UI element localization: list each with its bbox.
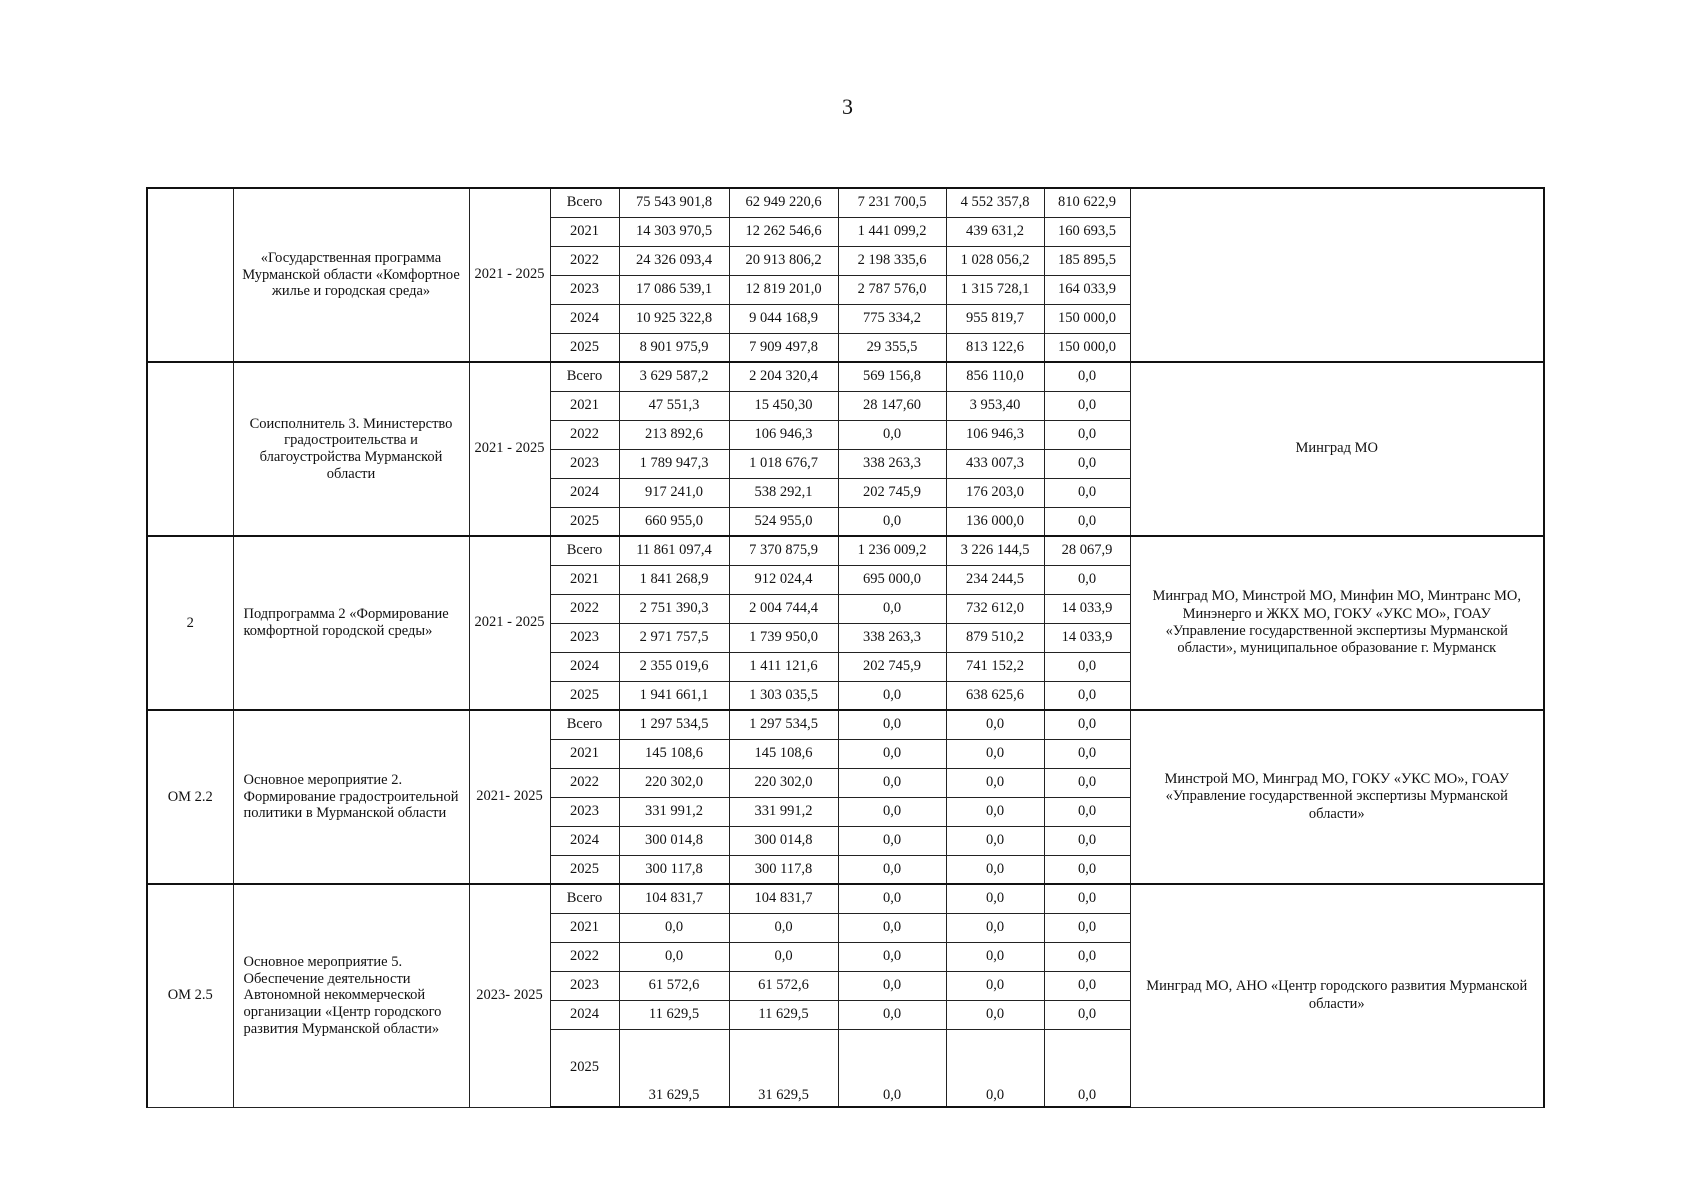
- funding-cell: 3 953,40: [946, 391, 1044, 420]
- funding-cell: 1 297 534,5: [729, 710, 838, 739]
- funding-cell: 0,0: [946, 826, 1044, 855]
- funding-cell: 0,0: [946, 1029, 1044, 1107]
- funding-cell: 0,0: [1044, 449, 1130, 478]
- year-cell: 2021: [550, 217, 619, 246]
- funding-cell: 538 292,1: [729, 478, 838, 507]
- period: 2021 - 2025: [469, 536, 550, 710]
- total-cell: 213 892,6: [619, 420, 729, 449]
- total-cell: 220 302,0: [619, 768, 729, 797]
- funding-cell: 14 033,9: [1044, 623, 1130, 652]
- funding-cell: 2 004 744,4: [729, 594, 838, 623]
- funding-cell: 136 000,0: [946, 507, 1044, 536]
- funding-cell: 0,0: [946, 710, 1044, 739]
- funding-cell: 0,0: [1044, 391, 1130, 420]
- table-row: [147, 536, 1544, 565]
- funding-cell: 856 110,0: [946, 362, 1044, 391]
- funding-cell: 28 147,60: [838, 391, 946, 420]
- funding-cell: 0,0: [1044, 507, 1130, 536]
- funding-cell: 955 819,7: [946, 304, 1044, 333]
- year-cell: 2025: [550, 681, 619, 710]
- funding-cell: 0,0: [838, 1029, 946, 1107]
- funding-cell: 0,0: [1044, 652, 1130, 681]
- funding-cell: 104 831,7: [729, 884, 838, 913]
- funding-cell: 12 262 546,6: [729, 217, 838, 246]
- funding-cell: 0,0: [946, 768, 1044, 797]
- funding-cell: 4 552 357,8: [946, 188, 1044, 217]
- year-cell: Всего: [550, 536, 619, 565]
- executors: [1130, 188, 1544, 362]
- funding-cell: 0,0: [1044, 1029, 1130, 1107]
- funding-cell: 1 315 728,1: [946, 275, 1044, 304]
- funding-cell: 0,0: [1044, 913, 1130, 942]
- total-cell: 660 955,0: [619, 507, 729, 536]
- total-cell: 1 297 534,5: [619, 710, 729, 739]
- funding-cell: 7 909 497,8: [729, 333, 838, 362]
- total-cell: 300 117,8: [619, 855, 729, 884]
- funding-cell: 0,0: [946, 942, 1044, 971]
- funding-cell: 0,0: [1044, 768, 1130, 797]
- total-cell: 11 861 097,4: [619, 536, 729, 565]
- year-cell: 2024: [550, 304, 619, 333]
- year-cell: 2025: [550, 1029, 619, 1107]
- year-cell: 2023: [550, 971, 619, 1000]
- total-cell: 2 971 757,5: [619, 623, 729, 652]
- total-cell: 331 991,2: [619, 797, 729, 826]
- item-name: Соисполнитель 3. Министерство градостроительства и благоустройства Мурманской области: [233, 362, 469, 536]
- funding-cell: 0,0: [1044, 971, 1130, 1000]
- funding-cell: 775 334,2: [838, 304, 946, 333]
- funding-cell: 912 024,4: [729, 565, 838, 594]
- year-cell: 2025: [550, 855, 619, 884]
- total-cell: 0,0: [619, 913, 729, 942]
- total-cell: 14 303 970,5: [619, 217, 729, 246]
- funding-cell: 0,0: [838, 420, 946, 449]
- executors: Минград МО: [1130, 362, 1544, 536]
- funding-cell: 741 152,2: [946, 652, 1044, 681]
- funding-cell: 7 231 700,5: [838, 188, 946, 217]
- funding-cell: 433 007,3: [946, 449, 1044, 478]
- year-cell: 2023: [550, 797, 619, 826]
- funding-cell: 14 033,9: [1044, 594, 1130, 623]
- funding-cell: 439 631,2: [946, 217, 1044, 246]
- funding-cell: 11 629,5: [729, 1000, 838, 1029]
- funding-cell: 106 946,3: [729, 420, 838, 449]
- year-cell: 2022: [550, 768, 619, 797]
- year-cell: 2022: [550, 942, 619, 971]
- funding-cell: 9 044 168,9: [729, 304, 838, 333]
- year-cell: Всего: [550, 710, 619, 739]
- funding-cell: 0,0: [838, 971, 946, 1000]
- funding-cell: 1 028 056,2: [946, 246, 1044, 275]
- funding-cell: 0,0: [729, 913, 838, 942]
- funding-cell: 0,0: [1044, 1000, 1130, 1029]
- funding-cell: 7 370 875,9: [729, 536, 838, 565]
- table-row: [147, 710, 1544, 739]
- total-cell: 1 789 947,3: [619, 449, 729, 478]
- funding-cell: 810 622,9: [1044, 188, 1130, 217]
- funding-cell: 0,0: [838, 884, 946, 913]
- period: 2021 - 2025: [469, 188, 550, 362]
- funding-cell: 234 244,5: [946, 565, 1044, 594]
- funding-cell: 0,0: [1044, 565, 1130, 594]
- row-number: 2: [147, 536, 233, 710]
- funding-cell: 0,0: [1044, 884, 1130, 913]
- row-number: [147, 362, 233, 536]
- funding-cell: 0,0: [946, 797, 1044, 826]
- year-cell: 2022: [550, 420, 619, 449]
- funding-cell: 331 991,2: [729, 797, 838, 826]
- funding-cell: 0,0: [838, 739, 946, 768]
- year-cell: 2025: [550, 507, 619, 536]
- year-cell: 2024: [550, 652, 619, 681]
- funding-cell: 695 000,0: [838, 565, 946, 594]
- funding-cell: 28 067,9: [1044, 536, 1130, 565]
- funding-cell: 0,0: [1044, 710, 1130, 739]
- funding-cell: 3 226 144,5: [946, 536, 1044, 565]
- funding-cell: 2 198 335,6: [838, 246, 946, 275]
- funding-cell: 300 117,8: [729, 855, 838, 884]
- total-cell: 1 941 661,1: [619, 681, 729, 710]
- funding-cell: 0,0: [1044, 362, 1130, 391]
- total-cell: 104 831,7: [619, 884, 729, 913]
- funding-cell: 0,0: [838, 681, 946, 710]
- funding-cell: 1 236 009,2: [838, 536, 946, 565]
- funding-cell: 813 122,6: [946, 333, 1044, 362]
- funding-cell: 338 263,3: [838, 623, 946, 652]
- funding-cell: 1 411 121,6: [729, 652, 838, 681]
- funding-cell: 150 000,0: [1044, 304, 1130, 333]
- funding-cell: 0,0: [838, 768, 946, 797]
- total-cell: 17 086 539,1: [619, 275, 729, 304]
- funding-cell: 0,0: [1044, 942, 1130, 971]
- funding-cell: 106 946,3: [946, 420, 1044, 449]
- funding-cell: 0,0: [838, 797, 946, 826]
- funding-cell: 524 955,0: [729, 507, 838, 536]
- table-row: [147, 188, 1544, 217]
- year-cell: 2023: [550, 449, 619, 478]
- funding-cell: 1 018 676,7: [729, 449, 838, 478]
- row-number: ОМ 2.5: [147, 884, 233, 1107]
- item-name: Основное мероприятие 2. Формирование градостроительной политики в Мурманской области: [233, 710, 469, 884]
- funding-cell: 12 819 201,0: [729, 275, 838, 304]
- year-cell: 2021: [550, 391, 619, 420]
- year-cell: Всего: [550, 188, 619, 217]
- page-number: 3: [842, 94, 853, 119]
- year-cell: 2021: [550, 739, 619, 768]
- year-cell: 2025: [550, 333, 619, 362]
- table-row: [147, 362, 1544, 391]
- total-cell: 47 551,3: [619, 391, 729, 420]
- executors: Минград МО, АНО «Центр городского развития Мурманской области»: [1130, 884, 1544, 1107]
- funding-cell: 185 895,5: [1044, 246, 1130, 275]
- total-cell: 11 629,5: [619, 1000, 729, 1029]
- total-cell: 1 841 268,9: [619, 565, 729, 594]
- funding-cell: 62 949 220,6: [729, 188, 838, 217]
- funding-cell: 1 303 035,5: [729, 681, 838, 710]
- total-cell: 8 901 975,9: [619, 333, 729, 362]
- funding-cell: 164 033,9: [1044, 275, 1130, 304]
- total-cell: 75 543 901,8: [619, 188, 729, 217]
- year-cell: 2022: [550, 594, 619, 623]
- funding-cell: 160 693,5: [1044, 217, 1130, 246]
- funding-cell: 0,0: [946, 913, 1044, 942]
- item-name: Основное мероприятие 5. Обеспечение деятельности Автономной некоммерческой организации «Центр городского развития Мурманской области»: [233, 884, 469, 1107]
- funding-cell: 0,0: [1044, 478, 1130, 507]
- funding-cell: 338 263,3: [838, 449, 946, 478]
- funding-cell: 20 913 806,2: [729, 246, 838, 275]
- funding-cell: 0,0: [838, 855, 946, 884]
- total-cell: 31 629,5: [619, 1029, 729, 1107]
- funding-cell: 15 450,30: [729, 391, 838, 420]
- item-name: «Государственная программа Мурманской области «Комфортное жилье и городская среда»: [233, 188, 469, 362]
- funding-cell: 31 629,5: [729, 1029, 838, 1107]
- budget-table: [146, 187, 1545, 1108]
- total-cell: 0,0: [619, 942, 729, 971]
- funding-cell: 0,0: [1044, 420, 1130, 449]
- funding-cell: 300 014,8: [729, 826, 838, 855]
- year-cell: 2021: [550, 913, 619, 942]
- funding-cell: 569 156,8: [838, 362, 946, 391]
- funding-cell: 0,0: [946, 855, 1044, 884]
- funding-cell: 0,0: [946, 739, 1044, 768]
- year-cell: Всего: [550, 362, 619, 391]
- total-cell: 10 925 322,8: [619, 304, 729, 333]
- item-name: Подпрограмма 2 «Формирование комфортной городской среды»: [233, 536, 469, 710]
- funding-cell: 732 612,0: [946, 594, 1044, 623]
- year-cell: 2024: [550, 826, 619, 855]
- year-cell: 2024: [550, 478, 619, 507]
- funding-cell: 0,0: [1044, 855, 1130, 884]
- funding-cell: 0,0: [1044, 797, 1130, 826]
- total-cell: 145 108,6: [619, 739, 729, 768]
- funding-cell: 879 510,2: [946, 623, 1044, 652]
- table-row: [147, 884, 1544, 913]
- funding-cell: 0,0: [838, 507, 946, 536]
- funding-cell: 220 302,0: [729, 768, 838, 797]
- total-cell: 61 572,6: [619, 971, 729, 1000]
- funding-cell: 145 108,6: [729, 739, 838, 768]
- executors: Минстрой МО, Минград МО, ГОКУ «УКС МО», ГОАУ «Управление государственной экспертизы Мурманской области»: [1130, 710, 1544, 884]
- funding-cell: 0,0: [838, 942, 946, 971]
- funding-cell: 0,0: [1044, 826, 1130, 855]
- funding-cell: 0,0: [838, 594, 946, 623]
- funding-cell: 176 203,0: [946, 478, 1044, 507]
- funding-cell: 2 204 320,4: [729, 362, 838, 391]
- total-cell: 300 014,8: [619, 826, 729, 855]
- year-cell: 2023: [550, 623, 619, 652]
- funding-cell: 638 625,6: [946, 681, 1044, 710]
- funding-cell: 2 787 576,0: [838, 275, 946, 304]
- funding-cell: 1 441 099,2: [838, 217, 946, 246]
- funding-cell: 0,0: [838, 710, 946, 739]
- funding-cell: 0,0: [946, 1000, 1044, 1029]
- funding-cell: 202 745,9: [838, 652, 946, 681]
- funding-cell: 0,0: [729, 942, 838, 971]
- funding-cell: 0,0: [1044, 681, 1130, 710]
- funding-cell: 1 739 950,0: [729, 623, 838, 652]
- total-cell: 917 241,0: [619, 478, 729, 507]
- period: 2021 - 2025: [469, 362, 550, 536]
- year-cell: 2024: [550, 1000, 619, 1029]
- funding-cell: 29 355,5: [838, 333, 946, 362]
- period: 2021- 2025: [469, 710, 550, 884]
- funding-cell: 0,0: [946, 884, 1044, 913]
- funding-cell: 0,0: [838, 913, 946, 942]
- funding-cell: 61 572,6: [729, 971, 838, 1000]
- funding-cell: 0,0: [838, 1000, 946, 1029]
- total-cell: 2 355 019,6: [619, 652, 729, 681]
- funding-cell: 202 745,9: [838, 478, 946, 507]
- row-number: ОМ 2.2: [147, 710, 233, 884]
- funding-cell: 0,0: [946, 971, 1044, 1000]
- year-cell: Всего: [550, 884, 619, 913]
- period: 2023- 2025: [469, 884, 550, 1107]
- year-cell: 2021: [550, 565, 619, 594]
- funding-cell: 150 000,0: [1044, 333, 1130, 362]
- total-cell: 3 629 587,2: [619, 362, 729, 391]
- funding-cell: 0,0: [1044, 739, 1130, 768]
- total-cell: 24 326 093,4: [619, 246, 729, 275]
- year-cell: 2022: [550, 246, 619, 275]
- table-body: [147, 188, 1544, 1107]
- year-cell: 2023: [550, 275, 619, 304]
- executors: Минград МО, Минстрой МО, Минфин МО, Минтранс МО, Минэнерго и ЖКХ МО, ГОКУ «УКС МО», ГОАУ «Управление государственной экспертизы Мурманской области», муниципальное образование г. Мурманск: [1130, 536, 1544, 710]
- funding-cell: 0,0: [838, 826, 946, 855]
- total-cell: 2 751 390,3: [619, 594, 729, 623]
- row-number: [147, 188, 233, 362]
